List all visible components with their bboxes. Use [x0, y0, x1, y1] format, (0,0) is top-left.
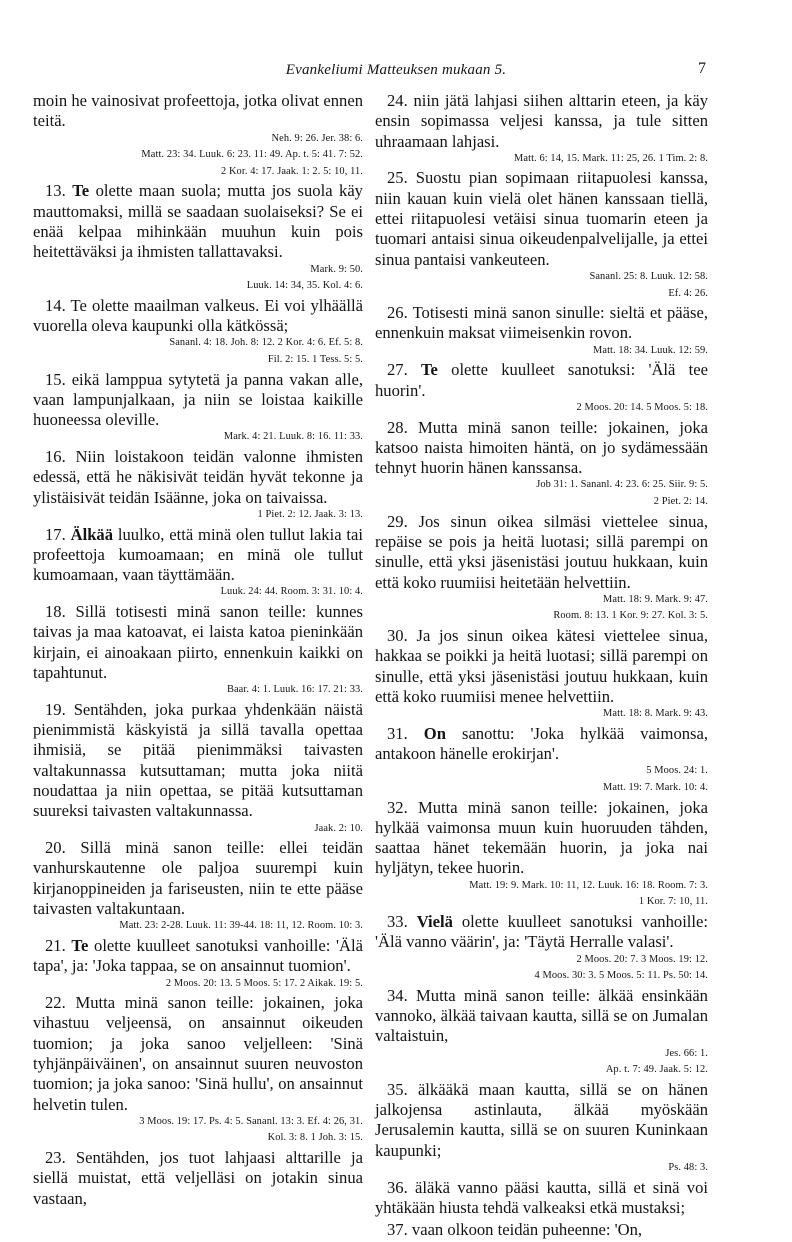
verse-body: Te olette maailman valkeus. Ei voi ylhäällä vuorella oleva kaupunki olla kätkössä;	[33, 295, 363, 336]
cross-reference: Sananl. 25: 8. Luuk. 12: 58.	[589, 270, 708, 282]
verse-body: Mutta minä sanon teille: jokainen, joka katsoo naista himoiten häntä, on jo sydämessään tehnyt huorin hänen kanssansa.	[375, 417, 708, 478]
cross-reference: Mark. 9: 50.	[310, 263, 363, 275]
cross-reference: 3 Moos. 19: 17. Ps. 4: 5. Sananl. 13: 3. Ef. 4: 26, 31.	[139, 1115, 363, 1127]
verse-body: Niin loistakoon teidän valonne ihmisten edessä, että he näkisivät teidän hyvät tekonne ja ylistäisivät teidän Isäänne, joka on taivaissa.	[33, 447, 363, 507]
verse-number: 18.	[45, 601, 66, 621]
verse-text	[375, 512, 708, 593]
verse-first-word: Te	[72, 181, 90, 201]
cross-reference: Matt. 18: 34. Luuk. 12: 59.	[593, 344, 708, 356]
cross-reference: 2 Moos. 20: 14. 5 Moos. 5: 18.	[576, 401, 708, 413]
verse-number: 19.	[45, 699, 66, 719]
verse-body: Suostu pian sopimaan riitapuolesi kanssa, niin kauan kuin vielä olet hänen kanssaan tiellä, ettei riitapuolesi vetäisi sinua tuomarin eteen ja tuomari antaisi sinua oikeudenpalvelijalle, ja ettei sinua pantaisi vankeuteen.	[375, 168, 708, 269]
cross-reference: Matt. 18: 9. Mark. 9: 47.	[603, 593, 708, 605]
verse-first-word: On	[423, 723, 446, 743]
verse-text	[33, 370, 363, 431]
verse-text	[33, 296, 363, 337]
verse-body: Mutta minä sanon teille: jokainen, joka vihastuu veljeensä, on ansainnut oikeuden tuomion; ja joka sanoo veljelleen: 'Sinä tyhjänpäiväinen', on ansainnut suuren neuvoston tuomion; ja joka sanoo: 'Sinä hullu', on ansainnut helvetin tulen.	[33, 993, 363, 1114]
cross-reference: 2 Piet. 2: 14.	[653, 496, 708, 508]
verse-text	[33, 936, 363, 977]
verse-number: 16.	[45, 447, 66, 467]
cross-reference: Baar. 4: 1. Luuk. 16: 17. 21: 33.	[226, 684, 363, 696]
verse-first-word: Vielä	[416, 911, 453, 931]
cross-reference: 2 Moos. 20: 13. 5 Moos. 5: 17. 2 Aikak. 19: 5.	[165, 977, 363, 989]
verse-number: 13.	[45, 181, 66, 201]
verse-text	[33, 1148, 363, 1209]
running-title: Evankeliumi Matteuksen mukaan 5.	[285, 62, 507, 78]
page-number: 7	[698, 60, 706, 77]
verse-number: 15.	[45, 369, 66, 389]
verse-number: 26.	[387, 303, 408, 323]
verse-block	[33, 296, 363, 367]
cross-reference: Matt. 18: 8. Mark. 9: 43.	[603, 708, 708, 720]
verse-text	[33, 602, 363, 683]
cross-reference: Fil. 2: 15. 1 Tess. 5: 5.	[267, 353, 363, 365]
verse-block	[33, 936, 363, 990]
verse-body: Ja jos sinun oikea kätesi viettelee sinua, hakkaa se poikki ja heitä luotasi; sillä parempi on sinulle, että yksi jäsenistäsi joutuu hukkaan, kuin että koko ruumiisi menee helvettiin.	[375, 625, 708, 706]
verse-block	[375, 724, 708, 795]
cross-reference: 2 Moos. 20: 7. 3 Moos. 19: 12.	[576, 953, 708, 965]
verse-body: Sentähden, joka purkaa yhdenkään näistä pienimmistä käskyistä ja sillä tavalla opettaa ihmisiä, se pitää pienimmäksi taivasten valtakunnassa kutsuttaman; mutta joka niitä noudattaa ja niin opettaa, se pitää kutsuttaman suureksi taivasten valtakunnassa.	[33, 699, 363, 821]
verse-block	[33, 91, 363, 178]
verse-block	[375, 1178, 708, 1219]
verse-body: sanottu: 'Joka hylkää vaimonsa, antakoon hänelle erokirjan'.	[375, 723, 709, 764]
verse-text	[375, 168, 708, 269]
verse-number: 17.	[45, 524, 66, 544]
verse-number: 32.	[387, 797, 408, 817]
verse-block	[375, 512, 708, 623]
verse-text	[375, 303, 708, 344]
verse-first-word: Älkää	[70, 524, 114, 544]
verse-block	[33, 1148, 363, 1209]
verse-text	[375, 1178, 708, 1219]
verse-number: 34.	[387, 985, 408, 1005]
cross-reference: Jes. 66: 1.	[665, 1047, 708, 1059]
verse-number: 28.	[387, 417, 408, 437]
cross-reference: Luuk. 14: 34, 35. Kol. 4: 6.	[246, 280, 363, 292]
cross-reference: Kol. 3: 8. 1 Joh. 3: 15.	[267, 1132, 363, 1144]
verse-block	[33, 838, 363, 933]
verse-body: olette kuulleet sanotuksi: 'Älä tee huorin'.	[375, 360, 708, 400]
verse-body: äläkä vanno pääsi kautta, sillä et sinä voi yhtäkään hiusta tehdä valkeaksi etkä mustaksi;	[375, 1177, 708, 1217]
cross-reference: Sananl. 4: 18. Joh. 8: 12. 2 Kor. 4: 6. Ef. 5: 8.	[169, 337, 363, 349]
verse-number: 22.	[45, 993, 66, 1013]
cross-reference: 1 Piet. 2: 12. Jaak. 3: 13.	[257, 508, 363, 520]
verse-text	[33, 447, 363, 508]
cross-reference: 4 Moos. 30: 3. 5 Moos. 5: 11. Ps. 50: 14.	[534, 970, 708, 982]
verse-body: olette kuulleet sanotuksi vanhoille: 'Älä vanno väärin', ja: 'Täytä Herralle valasi'.	[375, 911, 709, 952]
verse-block	[375, 912, 708, 983]
verse-text	[33, 838, 363, 919]
cross-reference: Room. 8: 13. 1 Kor. 9: 27. Kol. 3: 5.	[553, 610, 708, 622]
verse-block	[375, 418, 708, 509]
verse-block	[33, 370, 363, 444]
verse-block	[33, 447, 363, 521]
verse-number: 23.	[45, 1148, 66, 1168]
cross-reference: Matt. 19: 9. Mark. 10: 11, 12. Luuk. 16: 18. Room. 7: 3.	[469, 879, 708, 891]
verse-text	[33, 181, 363, 262]
verse-body: Jos sinun oikea silmäsi viettelee sinua, repäise se pois ja heitä luotasi; sillä parempi on sinulle, että yksi jäsenistäsi joutuu hukkaan, kuin että koko ruumiisi heitetään helvettiin.	[375, 511, 708, 592]
verse-block	[375, 1080, 708, 1175]
verse-number: 27.	[387, 360, 408, 380]
verse-block	[375, 360, 708, 414]
verse-body: olette maan suola; mutta jos suola käy mauttomaksi, millä se saadaan suolaiseksi? Se ei enää kelpaa mihinkään muuhun kuin pois heitettäväksi ja ihmisten tallattavaksi.	[33, 181, 363, 262]
verse-body: Sillä minä sanon teille: ellei teidän vanhurskautenne ole paljoa suurempi kuin kirjanoppineiden ja fariseusten, niin te ette pääse taivasten valtakuntaan.	[33, 838, 363, 919]
verse-first-word: Te	[420, 360, 438, 380]
verse-body: Mutta minä sanon teille: älkää ensinkään vannoko, älkää taivaan kautta, sillä se on Jumalan valtaistuin,	[375, 985, 708, 1046]
verse-body: Sentähden, jos tuot lahjaasi alttarille ja siellä muistat, että veljelläsi on jotakin sinua vastaan,	[33, 1148, 363, 1208]
verse-block	[33, 602, 363, 697]
verse-text	[375, 626, 708, 707]
left-column	[33, 91, 363, 1211]
cross-reference: Job 31: 1. Sananl. 4: 23. 6: 25. Siir. 9: 5.	[536, 479, 708, 491]
verse-number: 25.	[387, 168, 408, 188]
cross-reference: 1 Kor. 7: 10, 11.	[638, 896, 708, 908]
verse-text	[33, 91, 363, 132]
verse-body: moin he vainosivat profeettoja, jotka olivat ennen teitä.	[33, 91, 363, 131]
verse-block	[33, 525, 363, 599]
verse-number: 21.	[45, 935, 66, 955]
verse-number: 35.	[387, 1079, 408, 1099]
verse-block	[375, 168, 708, 300]
verse-number: 31.	[387, 723, 408, 743]
verse-block	[375, 1220, 708, 1240]
cross-reference: Ef. 4: 26.	[668, 287, 708, 299]
verse-number: 29.	[387, 511, 408, 531]
cross-reference: Matt. 23: 2-28. Luuk. 11: 39-44. 18: 11, 12. Room. 10: 3.	[119, 920, 363, 932]
verse-body: luulko, että minä olen tullut lakia tai profeettoja kumoamaan; en minä ole tullut kumoamaan, vaan täyttämään.	[33, 524, 363, 585]
verse-number: 24.	[387, 91, 408, 110]
cross-reference: 2 Kor. 4: 17. Jaak. 1: 2. 5: 10, 11.	[220, 165, 363, 177]
verse-text	[375, 724, 708, 765]
verse-text	[375, 912, 708, 953]
verse-number: 30.	[387, 625, 408, 645]
verse-body: Sillä totisesti minä sanon teille: kunnes taivas ja maa katoavat, ei laista katoa pieninkään kirjain, ei ainoakaan piirto, ennenkuin kaikki on tapahtunut.	[33, 601, 363, 682]
verse-body: älkääkä maan kautta, sillä se on hänen jalkojensa astinlauta, älkää myöskään Jerusalemin kautta, sillä se on suuren Kuninkaan kaupunki;	[375, 1079, 708, 1160]
verse-text	[375, 986, 708, 1047]
verse-block	[33, 993, 363, 1145]
cross-reference: Ps. 48: 3.	[668, 1161, 708, 1173]
cross-reference: Matt. 23: 34. Luuk. 6: 23. 11: 49. Ap. t. 5: 41. 7: 52.	[141, 149, 363, 161]
verse-text	[375, 798, 708, 879]
cross-reference: Jaak. 2: 10.	[314, 822, 363, 834]
verse-text	[375, 418, 708, 479]
verse-block	[375, 91, 708, 165]
verse-block	[33, 700, 363, 835]
page-header	[0, 60, 792, 84]
verse-text	[375, 1220, 708, 1240]
verse-number: 37.	[387, 1220, 408, 1240]
verse-block	[33, 181, 363, 292]
verse-body: Totisesti minä sanon sinulle: sieltä et pääse, ennenkuin maksat viimeisenkin rovon.	[375, 303, 708, 343]
verse-text	[33, 700, 363, 822]
verse-text	[375, 1080, 708, 1161]
cross-reference: Luuk. 24: 44. Room. 3: 31. 10: 4.	[220, 586, 363, 598]
verse-number: 14.	[45, 295, 66, 315]
right-column	[375, 91, 708, 1242]
verse-text	[375, 360, 708, 401]
verse-body: Mutta minä sanon teille: jokainen, joka hylkää vaimonsa muun kuin huoruuden tähden, saattaa hänet tekemään huorin, ja joka nai hyljätyn, tekee huorin.	[375, 797, 708, 878]
verse-number: 20.	[45, 838, 66, 858]
verse-number: 33.	[387, 911, 408, 931]
verse-block	[375, 303, 708, 357]
cross-reference: Neh. 9: 26. Jer. 38: 6.	[271, 132, 363, 144]
cross-reference: 5 Moos. 24: 1.	[646, 765, 708, 777]
cross-reference: Mark. 4: 21. Luuk. 8: 16. 11: 33.	[223, 431, 363, 443]
verse-block	[375, 798, 708, 909]
verse-body: eikä lamppua sytytetä ja panna vakan alle, vaan lampunjalkaan, ja niin se loistaa kaikille huoneessa oleville.	[33, 369, 363, 430]
verse-block	[375, 986, 708, 1077]
verse-first-word: Te	[71, 935, 89, 955]
verse-text	[33, 993, 363, 1115]
verse-text	[375, 91, 708, 152]
cross-reference: Ap. t. 7: 49. Jaak. 5: 12.	[605, 1064, 708, 1076]
verse-block	[375, 626, 708, 721]
verse-body: vaan olkoon teidän puheenne: 'On,	[411, 1220, 643, 1240]
cross-reference: Matt. 19: 7. Mark. 10: 4.	[603, 781, 708, 793]
verse-body: olette kuulleet sanotuksi vanhoille: 'Älä tapa', ja: 'Joka tappaa, se on ansainnut tuomion'.	[33, 935, 363, 976]
verse-number: 36.	[387, 1177, 408, 1197]
verse-body: niin jätä lahjasi siihen alttarin eteen, ja käy ensin sopimassa veljesi kanssa, ja tule sitten uhraamaan lahjasi.	[375, 91, 708, 151]
verse-text	[33, 525, 363, 586]
cross-reference: Matt. 6: 14, 15. Mark. 11: 25, 26. 1 Tim. 2: 8.	[514, 152, 708, 164]
